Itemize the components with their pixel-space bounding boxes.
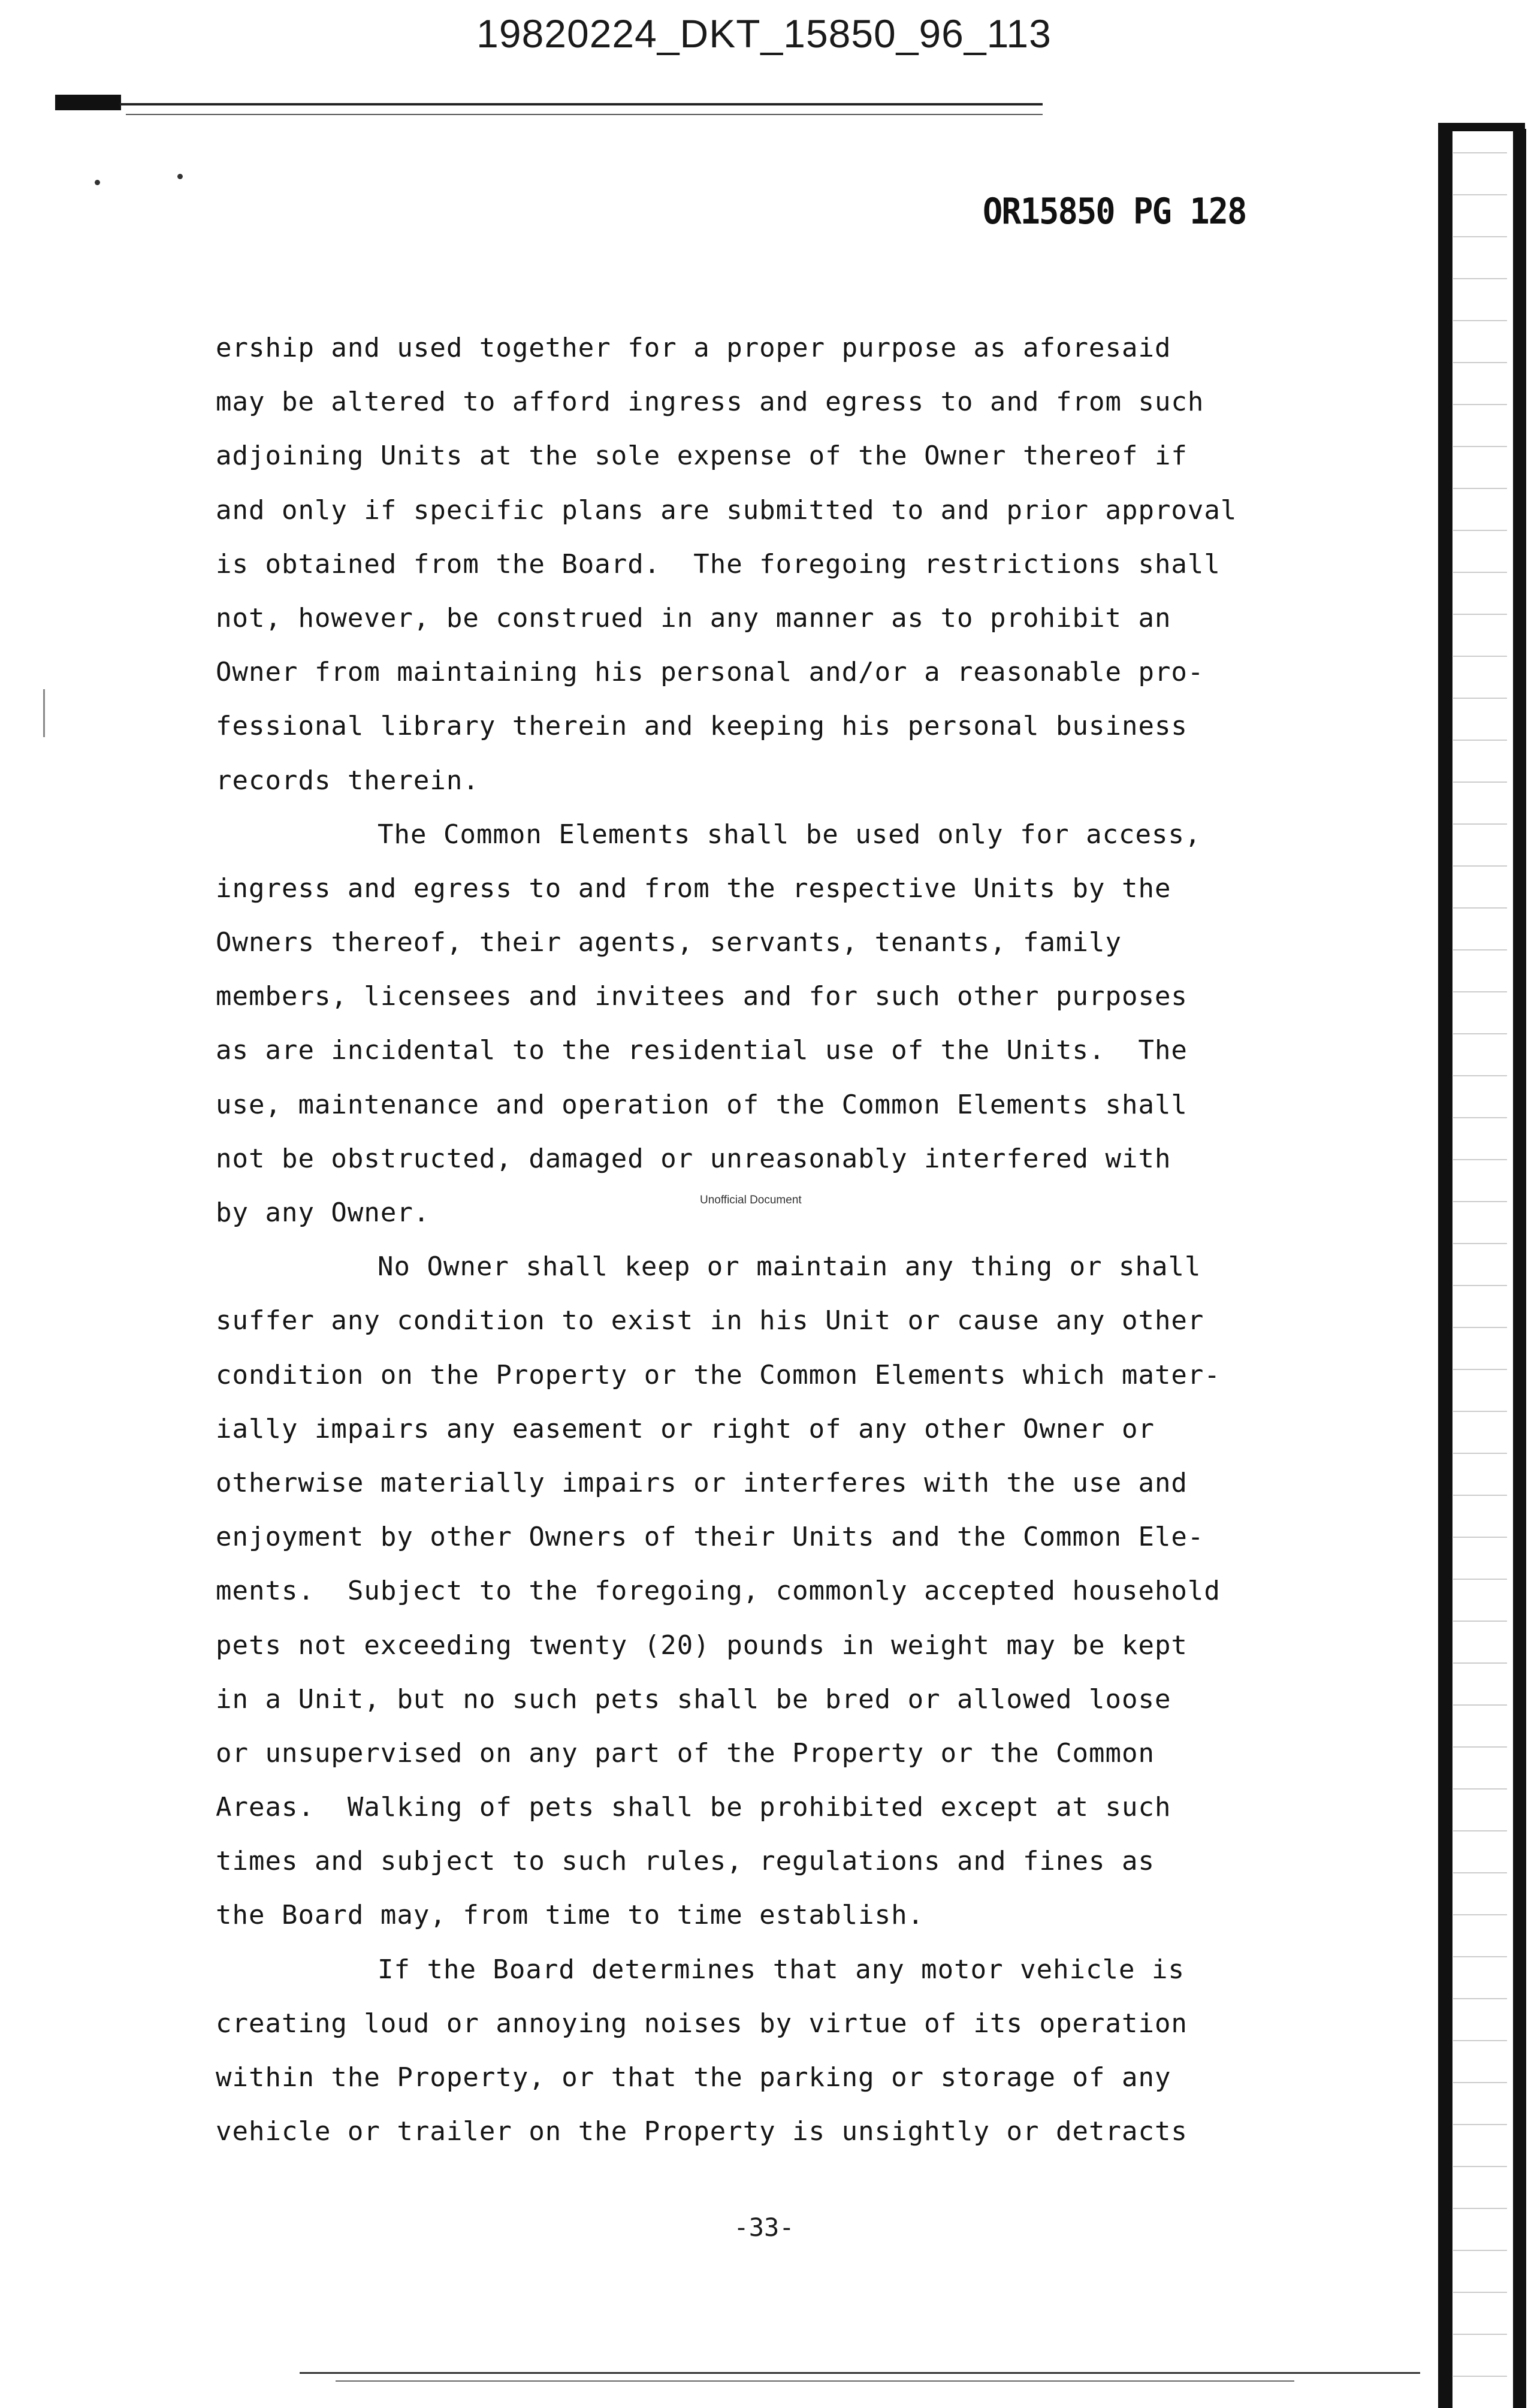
text-line: condition on the Property or the Common Elements which mater- xyxy=(216,1359,1221,1390)
text-line: the Board may, from time to time establish. xyxy=(216,1900,925,1931)
text-line: may be altered to afford ingress and egress to and from such xyxy=(216,387,1204,418)
scan-speck xyxy=(95,180,100,185)
scan-right-border xyxy=(1438,123,1452,2408)
text-line: or unsupervised on any part of the Property or the Common xyxy=(216,1737,1155,1769)
scan-edge-noise xyxy=(1453,132,1507,2397)
text-line: ially impairs any easement or right of any other Owner or xyxy=(216,1413,1155,1444)
text-line: If the Board determines that any motor vehicle is xyxy=(378,1954,1185,1985)
scan-margin-mark xyxy=(43,689,45,737)
text-line: members, licensees and invitees and for such other purposes xyxy=(216,981,1188,1012)
book-page-reference: OR15850 PG 128 xyxy=(983,191,1246,233)
text-line: within the Property, or that the parking or storage of any xyxy=(216,2062,1171,2093)
text-line: The Common Elements shall be used only for access, xyxy=(378,819,1201,850)
text-line: otherwise materially impairs or interferes with the use and xyxy=(216,1467,1188,1498)
scan-bottom-rule-secondary xyxy=(336,2380,1294,2382)
text-line: not, however, be construed in any manner as to prohibit an xyxy=(216,602,1171,633)
text-line: use, maintenance and operation of the Common Elements shall xyxy=(216,1089,1188,1120)
text-line: ership and used together for a proper purpose as aforesaid xyxy=(216,333,1171,363)
scan-bottom-rule xyxy=(300,2372,1420,2374)
scan-top-rule-secondary xyxy=(126,114,1043,115)
text-line: pets not exceeding twenty (20) pounds in weight may be kept xyxy=(216,1630,1188,1661)
text-line: times and subject to such rules, regulations and fines as xyxy=(216,1846,1155,1877)
text-line: enjoyment by other Owners of their Units and the Common Ele- xyxy=(216,1522,1204,1553)
text-line: No Owner shall keep or maintain any thing or shall xyxy=(378,1251,1201,1283)
text-line: suffer any condition to exist in his Unit or cause any other xyxy=(216,1305,1204,1336)
text-line: records therein. xyxy=(216,765,479,796)
text-line: by any Owner. xyxy=(216,1197,430,1228)
document-header-title: 19820224_DKT_15850_96_113 xyxy=(476,11,1052,56)
text-line: vehicle or trailer on the Property is unsightly or detracts xyxy=(216,2116,1188,2147)
text-line: in a Unit, but no such pets shall be bred or allowed loose xyxy=(216,1683,1171,1715)
page-number: -33- xyxy=(733,2213,795,2242)
scan-top-rule xyxy=(120,103,1043,105)
text-line: adjoining Units at the sole expense of the Owner thereof if xyxy=(216,440,1188,472)
text-line: and only if specific plans are submitted to and prior approval xyxy=(216,494,1237,526)
text-line: not be obstructed, damaged or unreasonably interfered with xyxy=(216,1143,1171,1174)
text-line: ingress and egress to and from the respective Units by the xyxy=(216,873,1171,904)
text-line: creating loud or annoying noises by virtue of its operation xyxy=(216,2008,1188,2039)
text-line: Areas. Walking of pets shall be prohibited except at such xyxy=(216,1792,1171,1823)
scan-top-rule-heavy xyxy=(55,95,121,110)
scan-speck xyxy=(177,174,183,179)
scan-right-edge xyxy=(1513,129,1526,2408)
text-line: ments. Subject to the foregoing, commonly accepted household xyxy=(216,1576,1221,1607)
document-body xyxy=(216,321,1294,2159)
unofficial-document-watermark: Unofficial Document xyxy=(700,1194,802,1206)
text-line: Owners thereof, their agents, servants, tenants, family xyxy=(216,927,1122,958)
text-line: is obtained from the Board. The foregoing restrictions shall xyxy=(216,548,1221,580)
text-line: Owner from maintaining his personal and/or a reasonable pro- xyxy=(216,657,1204,688)
text-line: fessional library therein and keeping his personal business xyxy=(216,711,1188,742)
text-line: as are incidental to the residential use of the Units. The xyxy=(216,1035,1188,1066)
